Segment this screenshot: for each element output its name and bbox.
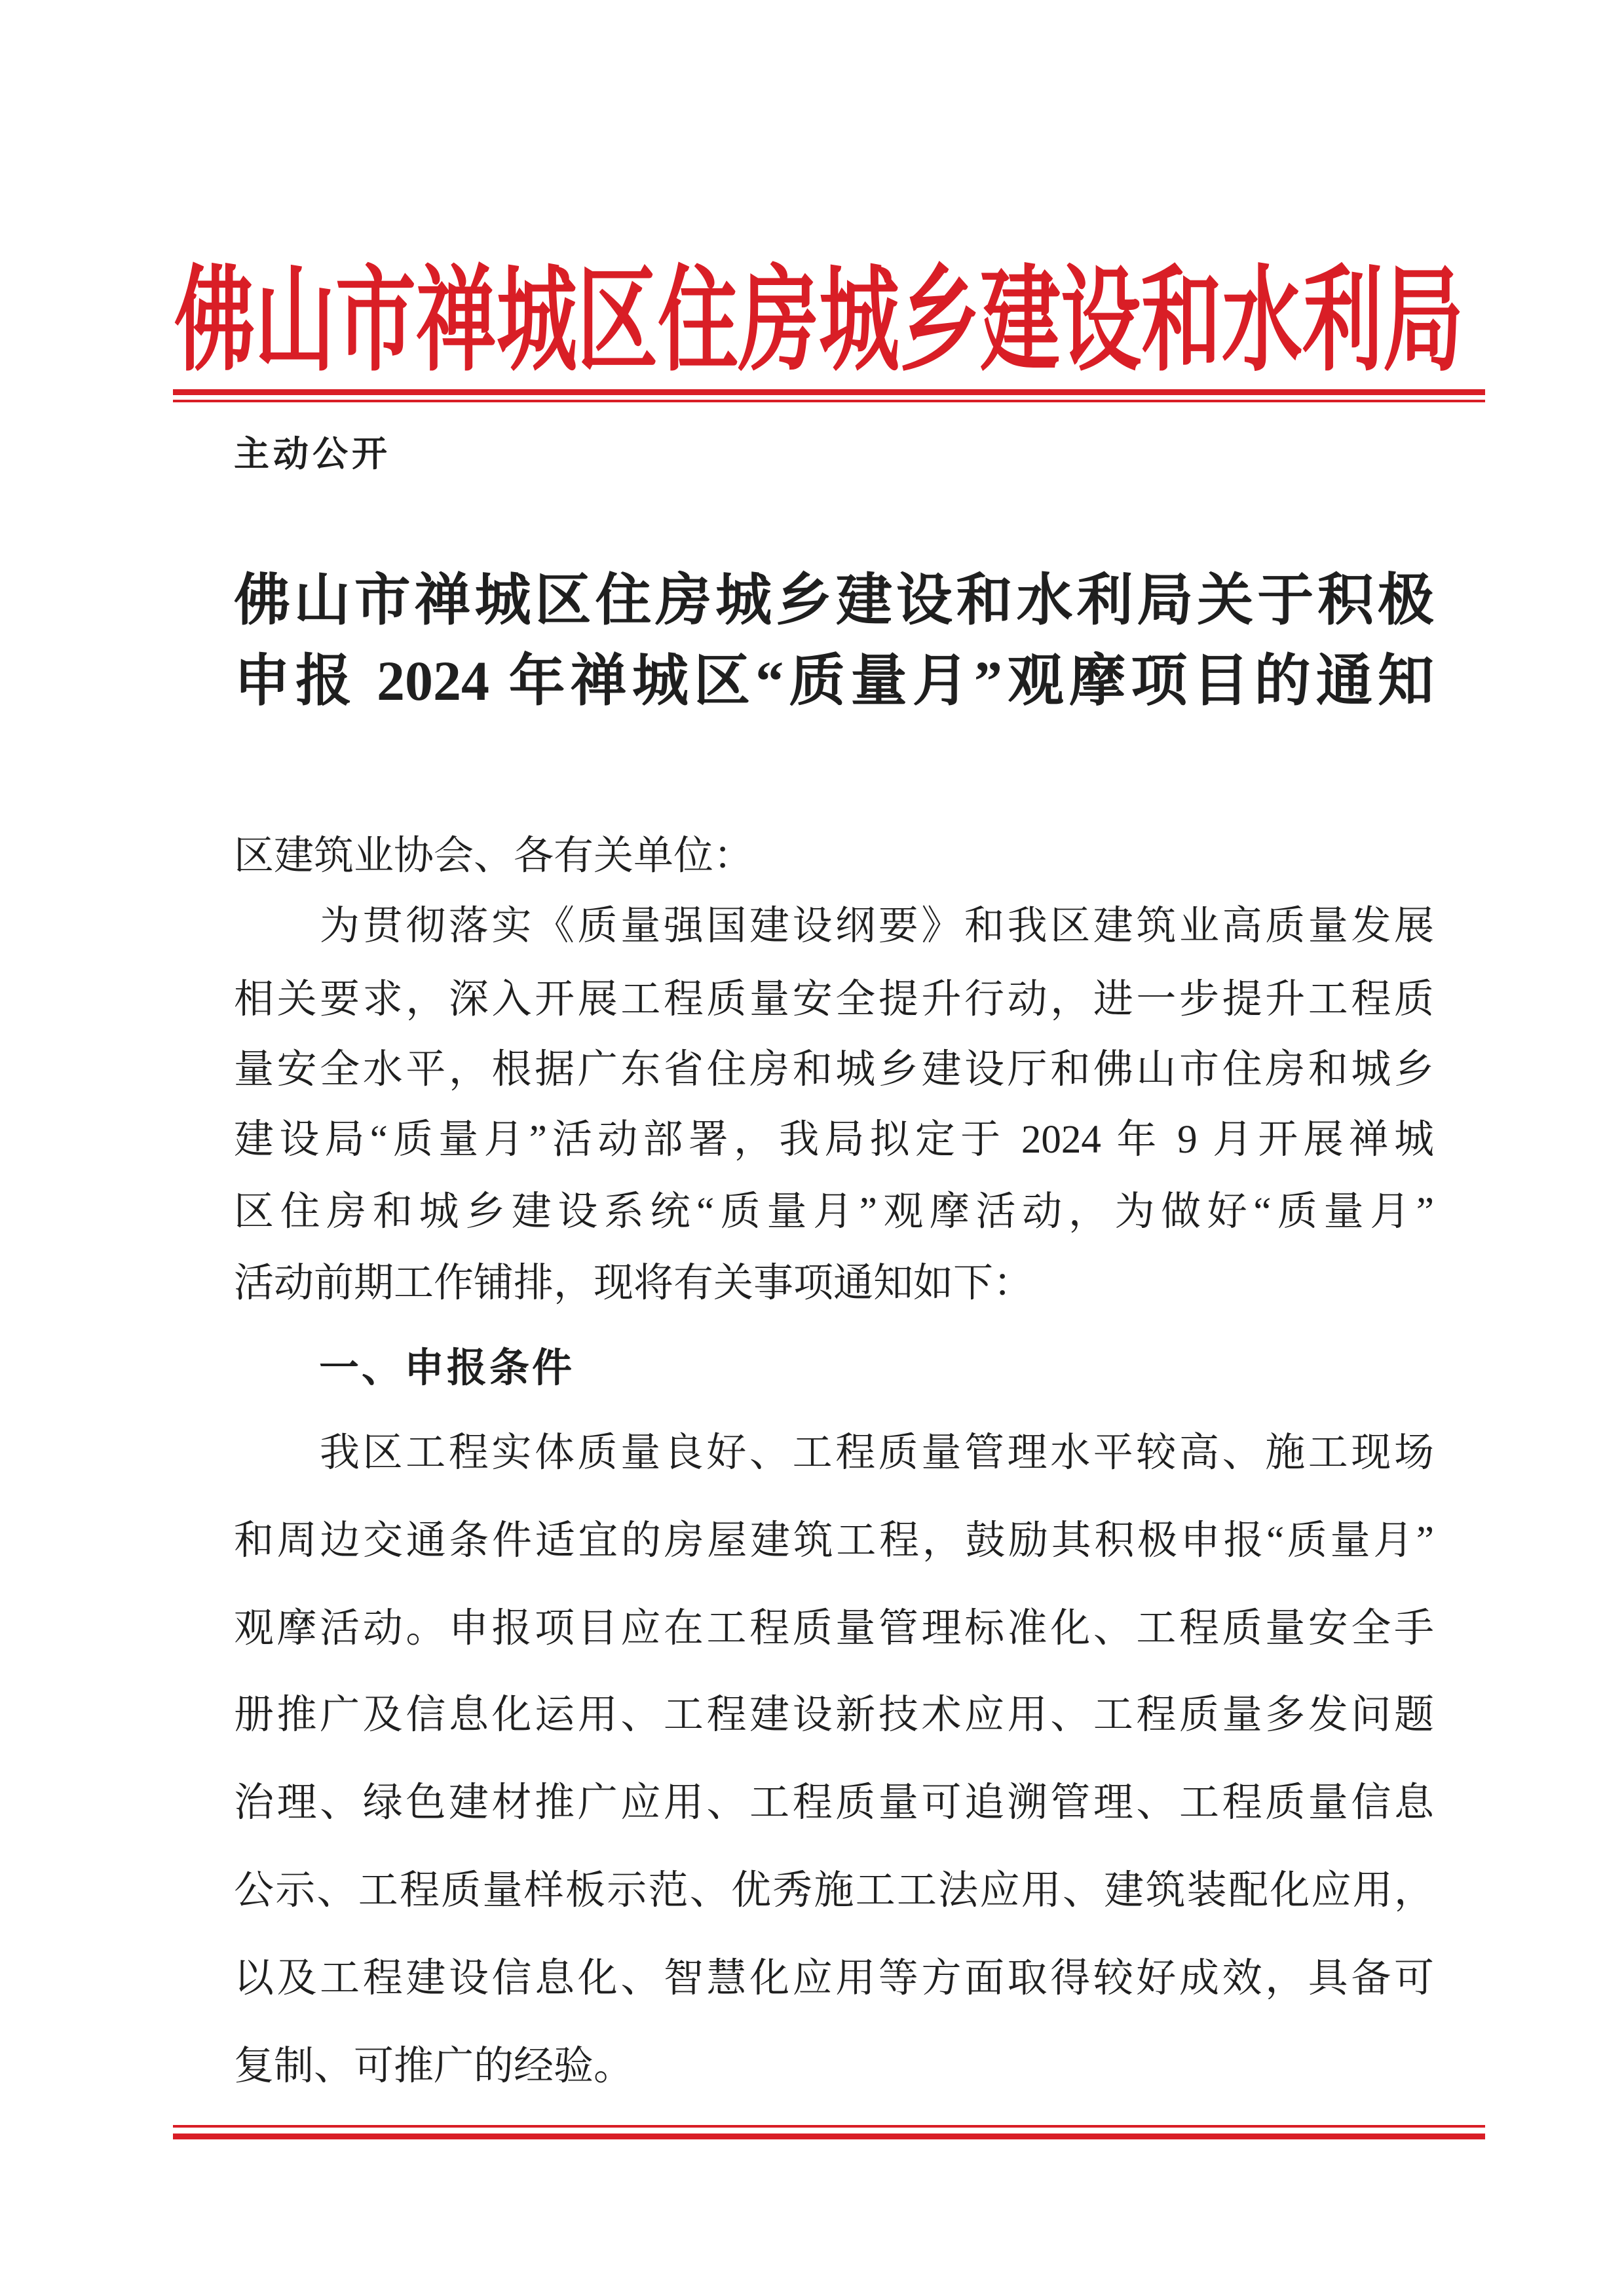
header-rule-thin bbox=[173, 400, 1485, 402]
body-line: 公示、工程质量样板示范、优秀施工工法应用、建筑装配化应用， bbox=[234, 1869, 1434, 1913]
body-line: 治理、绿色建材推广应用、工程质量可追溯管理、工程质量信息 bbox=[234, 1781, 1434, 1825]
body-line: 建设局“质量月”活动部署，我局拟定于 2024 年 9 月开展禅城 bbox=[234, 1118, 1434, 1162]
body-line: 为贯彻落实《质量强国建设纲要》和我区建筑业高质量发展 bbox=[320, 904, 1434, 948]
section-heading: 一、申报条件 bbox=[319, 1345, 575, 1390]
footer-rule-thin bbox=[173, 2125, 1485, 2128]
agency-masthead: 佛山市禅城区住房城乡建设和水利局 bbox=[174, 258, 1463, 385]
document-title-line-2: 申报 2024 年禅城区“质量月”观摩项目的通知 bbox=[234, 649, 1434, 712]
header-rule-thick bbox=[173, 389, 1485, 395]
disclosure-label: 主动公开 bbox=[234, 434, 391, 474]
footer-rule-thick bbox=[173, 2133, 1485, 2139]
body-line: 活动前期工作铺排，现将有关事项通知如下： bbox=[234, 1261, 1034, 1305]
body-line: 册推广及信息化运用、工程建设新技术应用、工程质量多发问题 bbox=[234, 1693, 1434, 1737]
body-line: 和周边交通条件适宜的房屋建筑工程，鼓励其积极申报“质量月” bbox=[234, 1519, 1434, 1563]
body-line: 相关要求，深入开展工程质量安全提升行动，进一步提升工程质 bbox=[234, 978, 1434, 1022]
body-line: 以及工程建设信息化、智慧化应用等方面取得较好成效，具备可 bbox=[234, 1957, 1434, 2000]
salutation: 区建筑业协会、各有关单位： bbox=[234, 834, 754, 878]
document-title-line-1: 佛山市禅城区住房城乡建设和水利局关于积极 bbox=[234, 569, 1434, 632]
body-line: 复制、可推广的经验。 bbox=[234, 2044, 634, 2088]
body-line: 观摩活动。申报项目应在工程质量管理标准化、工程质量安全手 bbox=[234, 1607, 1434, 1651]
body-line: 区住房和城乡建设系统“质量月”观摩活动，为做好“质量月” bbox=[234, 1190, 1434, 1234]
body-line: 我区工程实体质量良好、工程质量管理水平较高、施工现场 bbox=[320, 1431, 1434, 1475]
body-line: 量安全水平，根据广东省住房和城乡建设厅和佛山市住房和城乡 bbox=[234, 1048, 1434, 1092]
